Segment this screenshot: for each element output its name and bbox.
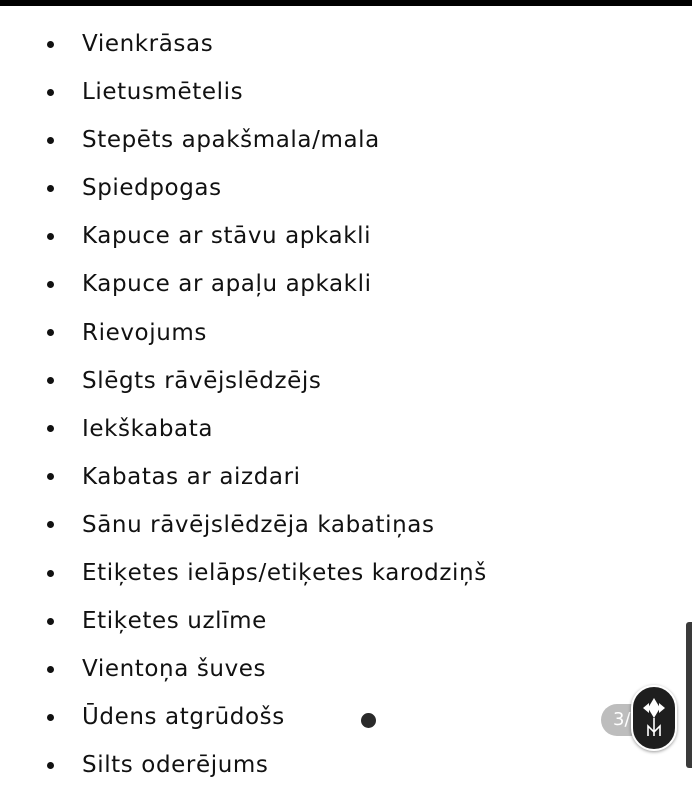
bullet-icon (47, 137, 54, 144)
list-item (0, 164, 692, 212)
list-item (0, 260, 692, 308)
list-item-label: Kapuce ar apaļu apkakli (82, 271, 372, 298)
list-item-label: Kabatas ar aizdari (82, 463, 301, 490)
bullet-icon (47, 521, 54, 528)
list-item-label: Silts oderējums (82, 752, 269, 779)
bullet-icon (47, 618, 54, 625)
bullet-icon (47, 714, 54, 721)
feature-list (0, 20, 692, 790)
list-item (0, 693, 692, 741)
list-item-label: Etiķetes uzlīme (82, 608, 267, 635)
list-item-label: Stepēts apakšmala/mala (82, 127, 380, 154)
list-item (0, 20, 692, 68)
list-item (0, 645, 692, 693)
list-item (0, 549, 692, 597)
bullet-icon (47, 377, 54, 384)
list-item (0, 309, 692, 357)
list-item (0, 212, 692, 260)
list-item (0, 741, 692, 789)
bullet-icon (47, 185, 54, 192)
bullet-icon (47, 89, 54, 96)
bullet-icon (47, 281, 54, 288)
list-item-label: Vientoņa šuves (82, 656, 267, 683)
cursor-dot (361, 713, 376, 728)
brand-logo-button[interactable] (631, 685, 677, 751)
scrollbar-thumb[interactable] (686, 622, 692, 768)
brand-logo-icon (640, 696, 668, 740)
list-item-label: Spiedpogas (82, 175, 222, 202)
list-item (0, 501, 692, 549)
list-item (0, 453, 692, 501)
bullet-icon (47, 329, 54, 336)
page-indicator: 3/ (601, 704, 647, 736)
list-item-label: Etiķetes ielāps/etiķetes karodziņš (82, 560, 487, 587)
list-item (0, 405, 692, 453)
bullet-icon (47, 473, 54, 480)
list-item-label: Rievojums (82, 319, 207, 346)
list-item (0, 597, 692, 645)
bullet-icon (47, 570, 54, 577)
list-item-label: Ūdens atgrūdošs (82, 704, 285, 731)
list-item (0, 116, 692, 164)
list-item (0, 68, 692, 116)
list-item-label: Vienkrāsas (82, 31, 214, 57)
bullet-icon (47, 233, 54, 240)
bullet-icon (47, 41, 54, 48)
list-item-label: Lietusmētelis (82, 79, 244, 106)
list-item-label: Iekškabata (82, 415, 214, 442)
list-item (0, 357, 692, 405)
list-item-label: Sānu rāvējslēdzēja kabatiņas (82, 511, 435, 538)
list-item-label: Slēgts rāvējslēdzējs (82, 367, 322, 394)
top-bar (0, 0, 692, 6)
bullet-icon (47, 425, 54, 432)
list-item-label: Kapuce ar stāvu apkakli (82, 223, 372, 250)
bullet-icon (47, 666, 54, 673)
